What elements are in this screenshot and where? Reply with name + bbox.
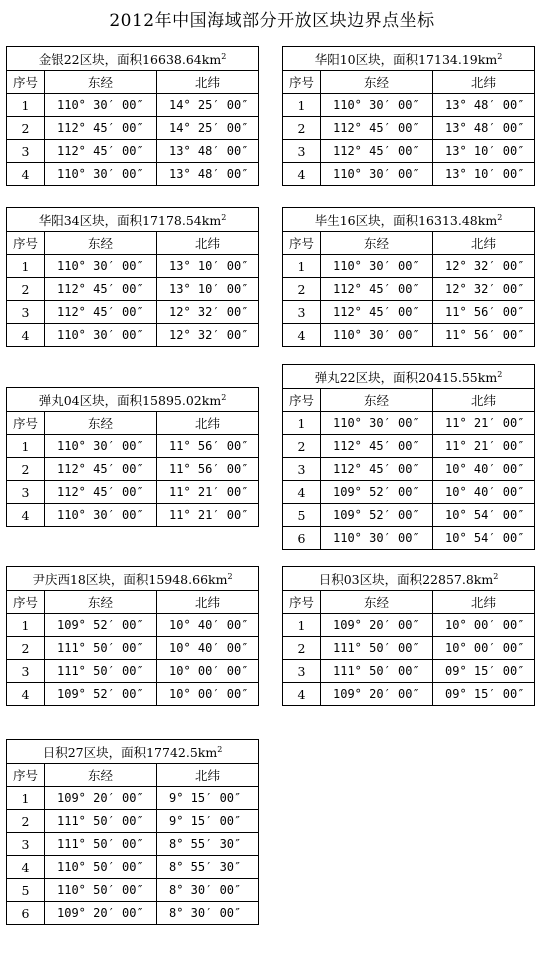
header-latitude: 北纬 [433,591,535,614]
longitude-cell: 112° 45′ 00″ [45,278,157,301]
longitude-cell: 110° 30′ 00″ [321,412,433,435]
longitude-cell: 111° 50′ 00″ [321,660,433,683]
latitude-cell: 10° 54′ 00″ [433,504,535,527]
latitude-cell: 10° 00′ 00″ [433,614,535,637]
latitude-cell: 12° 32′ 00″ [433,255,535,278]
header-seq: 序号 [7,412,45,435]
header-latitude: 北纬 [157,764,259,787]
table-row [283,255,535,278]
table-row [283,324,535,347]
header-latitude: 北纬 [157,71,259,94]
latitude-cell: 10° 40′ 00″ [157,637,259,660]
header-longitude: 东经 [45,71,157,94]
longitude-cell: 112° 45′ 00″ [321,435,433,458]
table-row [283,301,535,324]
table-row [7,810,259,833]
longitude-cell: 110° 50′ 00″ [45,856,157,879]
seq-cell: 2 [283,435,321,458]
longitude-cell: 110° 30′ 00″ [321,94,433,117]
area-unit-superscript: 2 [221,392,227,402]
header-latitude: 北纬 [157,591,259,614]
seq-cell: 4 [283,163,321,186]
header-latitude: 北纬 [433,389,535,412]
table-row [7,660,259,683]
longitude-cell: 112° 45′ 00″ [321,458,433,481]
header-longitude: 东经 [45,764,157,787]
seq-cell: 2 [7,117,45,140]
table-row [7,140,259,163]
longitude-cell: 111° 50′ 00″ [45,637,157,660]
table-row [7,278,259,301]
table-row [283,614,535,637]
table-row [7,458,259,481]
longitude-cell: 109° 20′ 00″ [45,902,157,925]
latitude-cell: 13° 48′ 00″ [433,94,535,117]
seq-cell: 4 [7,683,45,706]
block-name: 金银22区块，面积16638.64km [38,51,222,67]
header-seq: 序号 [7,764,45,787]
seq-cell: 2 [283,117,321,140]
table-row [7,879,259,902]
seq-cell: 1 [7,435,45,458]
longitude-cell: 112° 45′ 00″ [321,301,433,324]
seq-cell: 2 [283,278,321,301]
seq-cell: 1 [7,614,45,637]
latitude-cell: 13° 48′ 00″ [433,117,535,140]
latitude-cell: 11° 21′ 00″ [157,504,259,527]
longitude-cell: 112° 45′ 00″ [45,458,157,481]
longitude-cell: 112° 45′ 00″ [321,278,433,301]
area-unit-superscript: 2 [217,744,223,754]
block-name: 毕生16区块，面积16313.48km [314,212,498,228]
latitude-cell: 8° 55′ 30″ [157,833,259,856]
table-row [7,833,259,856]
longitude-cell: 110° 30′ 00″ [45,324,157,347]
header-seq: 序号 [7,71,45,94]
latitude-cell: 10° 00′ 00″ [433,637,535,660]
header-longitude: 东经 [321,591,433,614]
latitude-cell: 11° 56′ 00″ [433,301,535,324]
seq-cell: 5 [7,879,45,902]
seq-cell: 1 [7,94,45,117]
latitude-cell: 13° 48′ 00″ [157,163,259,186]
longitude-cell: 110° 30′ 00″ [321,324,433,347]
table-row [283,435,535,458]
seq-cell: 4 [7,324,45,347]
seq-cell: 4 [7,856,45,879]
longitude-cell: 110° 30′ 00″ [45,435,157,458]
block-name: 华阳34区块，面积17178.54km [38,212,222,228]
header-latitude: 北纬 [157,412,259,435]
table-row [283,140,535,163]
latitude-cell: 11° 21′ 00″ [433,435,535,458]
area-unit-superscript: 2 [221,51,227,61]
latitude-cell: 10° 40′ 00″ [433,481,535,504]
longitude-cell: 112° 45′ 00″ [45,140,157,163]
latitude-cell: 14° 25′ 00″ [157,117,259,140]
longitude-cell: 112° 45′ 00″ [45,301,157,324]
header-longitude: 东经 [321,232,433,255]
longitude-cell: 110° 30′ 00″ [321,255,433,278]
seq-cell: 3 [7,301,45,324]
seq-cell: 4 [7,163,45,186]
seq-cell: 3 [7,660,45,683]
block-name: 华阳10区块，面积17134.19km [314,51,498,67]
block-name: 日积03区块，面积22857.8km [318,571,494,587]
seq-cell: 1 [7,255,45,278]
area-unit-superscript: 2 [221,212,227,222]
seq-cell: 3 [7,833,45,856]
longitude-cell: 111° 50′ 00″ [321,637,433,660]
longitude-cell: 110° 30′ 00″ [321,163,433,186]
seq-cell: 1 [283,255,321,278]
block-caption [7,567,259,591]
table-row [7,637,259,660]
table-row [7,324,259,347]
table-row [7,787,259,810]
latitude-cell: 12° 32′ 00″ [433,278,535,301]
coordinate-table [6,739,259,925]
longitude-cell: 111° 50′ 00″ [45,660,157,683]
table-row [7,683,259,706]
block-caption [283,208,535,232]
table-row [7,163,259,186]
seq-cell: 3 [283,301,321,324]
table-row [283,481,535,504]
table-row [7,504,259,527]
header-latitude: 北纬 [157,232,259,255]
latitude-cell: 13° 10′ 00″ [157,255,259,278]
seq-cell: 6 [283,527,321,550]
seq-cell: 4 [283,324,321,347]
table-row [7,902,259,925]
latitude-cell: 9° 15′ 00″ [157,810,259,833]
coordinate-table [282,207,535,347]
table-row [7,255,259,278]
coordinate-table [282,364,535,550]
area-unit-superscript: 2 [497,51,503,61]
latitude-cell: 11° 56′ 00″ [433,324,535,347]
seq-cell: 3 [7,481,45,504]
table-row [283,163,535,186]
longitude-cell: 112° 45′ 00″ [321,140,433,163]
longitude-cell: 109° 20′ 00″ [321,614,433,637]
block-caption [7,47,259,71]
seq-cell: 4 [283,683,321,706]
area-unit-superscript: 2 [493,571,499,581]
latitude-cell: 8° 30′ 00″ [157,879,259,902]
seq-cell: 2 [7,458,45,481]
header-latitude: 北纬 [433,232,535,255]
header-longitude: 东经 [321,389,433,412]
seq-cell: 2 [7,278,45,301]
coordinate-table [6,207,259,347]
longitude-cell: 110° 30′ 00″ [45,94,157,117]
block-name: 尹庆西18区块，面积15948.66km [32,571,228,587]
latitude-cell: 13° 10′ 00″ [157,278,259,301]
header-seq: 序号 [283,389,321,412]
longitude-cell: 111° 50′ 00″ [45,810,157,833]
table-row [7,481,259,504]
header-seq: 序号 [283,71,321,94]
latitude-cell: 13° 48′ 00″ [157,140,259,163]
page-title: 2012年中国海域部分开放区块边界点坐标 [109,11,435,31]
seq-cell: 3 [283,140,321,163]
longitude-cell: 111° 50′ 00″ [45,833,157,856]
table-row [7,435,259,458]
latitude-cell: 09° 15′ 00″ [433,660,535,683]
latitude-cell: 13° 10′ 00″ [433,163,535,186]
block-name: 弹丸22区块，面积20415.55km [314,369,498,385]
latitude-cell: 11° 21′ 00″ [157,481,259,504]
seq-cell: 1 [283,614,321,637]
longitude-cell: 109° 20′ 00″ [321,683,433,706]
block-caption [283,567,535,591]
longitude-cell: 109° 52′ 00″ [321,504,433,527]
table-row [7,301,259,324]
latitude-cell: 8° 30′ 00″ [157,902,259,925]
table-row [283,412,535,435]
longitude-cell: 109° 52′ 00″ [321,481,433,504]
block-name: 弹丸04区块，面积15895.02km [38,392,222,408]
header-latitude: 北纬 [433,71,535,94]
table-row [7,117,259,140]
longitude-cell: 110° 30′ 00″ [45,163,157,186]
coordinate-table [6,46,259,186]
block-caption [7,208,259,232]
header-longitude: 东经 [45,591,157,614]
longitude-cell: 112° 45′ 00″ [45,117,157,140]
longitude-cell: 112° 45′ 00″ [321,117,433,140]
header-longitude: 东经 [45,232,157,255]
latitude-cell: 10° 54′ 00″ [433,527,535,550]
table-row [283,637,535,660]
table-row [7,856,259,879]
coordinate-table [282,46,535,186]
header-seq: 序号 [283,591,321,614]
header-longitude: 东经 [321,71,433,94]
longitude-cell: 110° 30′ 00″ [45,255,157,278]
seq-cell: 1 [283,94,321,117]
seq-cell: 3 [7,140,45,163]
longitude-cell: 110° 50′ 00″ [45,879,157,902]
header-seq: 序号 [7,591,45,614]
longitude-cell: 112° 45′ 00″ [45,481,157,504]
header-seq: 序号 [283,232,321,255]
latitude-cell: 10° 40′ 00″ [433,458,535,481]
seq-cell: 3 [283,660,321,683]
area-unit-superscript: 2 [227,571,233,581]
latitude-cell: 11° 56′ 00″ [157,435,259,458]
latitude-cell: 10° 40′ 00″ [157,614,259,637]
latitude-cell: 8° 55′ 30″ [157,856,259,879]
seq-cell: 4 [7,504,45,527]
latitude-cell: 11° 56′ 00″ [157,458,259,481]
block-caption [283,47,535,71]
seq-cell: 2 [7,810,45,833]
table-row [7,614,259,637]
table-row [283,527,535,550]
table-row [283,117,535,140]
longitude-cell: 109° 52′ 00″ [45,614,157,637]
longitude-cell: 109° 52′ 00″ [45,683,157,706]
seq-cell: 1 [7,787,45,810]
table-row [283,278,535,301]
latitude-cell: 9° 15′ 00″ [157,787,259,810]
table-row [283,660,535,683]
longitude-cell: 109° 20′ 00″ [45,787,157,810]
block-name: 日积27区块，面积17742.5km [42,744,218,760]
latitude-cell: 14° 25′ 00″ [157,94,259,117]
area-unit-superscript: 2 [497,369,503,379]
latitude-cell: 10° 00′ 00″ [157,660,259,683]
longitude-cell: 110° 30′ 00″ [321,527,433,550]
latitude-cell: 13° 10′ 00″ [433,140,535,163]
seq-cell: 2 [7,637,45,660]
seq-cell: 3 [283,458,321,481]
latitude-cell: 12° 32′ 00″ [157,324,259,347]
latitude-cell: 12° 32′ 00″ [157,301,259,324]
seq-cell: 4 [283,481,321,504]
area-unit-superscript: 2 [497,212,503,222]
header-seq: 序号 [7,232,45,255]
seq-cell: 6 [7,902,45,925]
header-longitude: 东经 [45,412,157,435]
table-row [283,683,535,706]
latitude-cell: 09° 15′ 00″ [433,683,535,706]
latitude-cell: 10° 00′ 00″ [157,683,259,706]
table-row [7,94,259,117]
table-row [283,504,535,527]
block-caption [7,740,259,764]
longitude-cell: 110° 30′ 00″ [45,504,157,527]
table-row [283,94,535,117]
seq-cell: 2 [283,637,321,660]
block-caption [7,388,259,412]
coordinate-table [282,566,535,706]
latitude-cell: 11° 21′ 00″ [433,412,535,435]
seq-cell: 1 [283,412,321,435]
coordinate-table [6,566,259,706]
block-caption [283,365,535,389]
coordinate-table [6,387,259,527]
seq-cell: 5 [283,504,321,527]
table-row [283,458,535,481]
